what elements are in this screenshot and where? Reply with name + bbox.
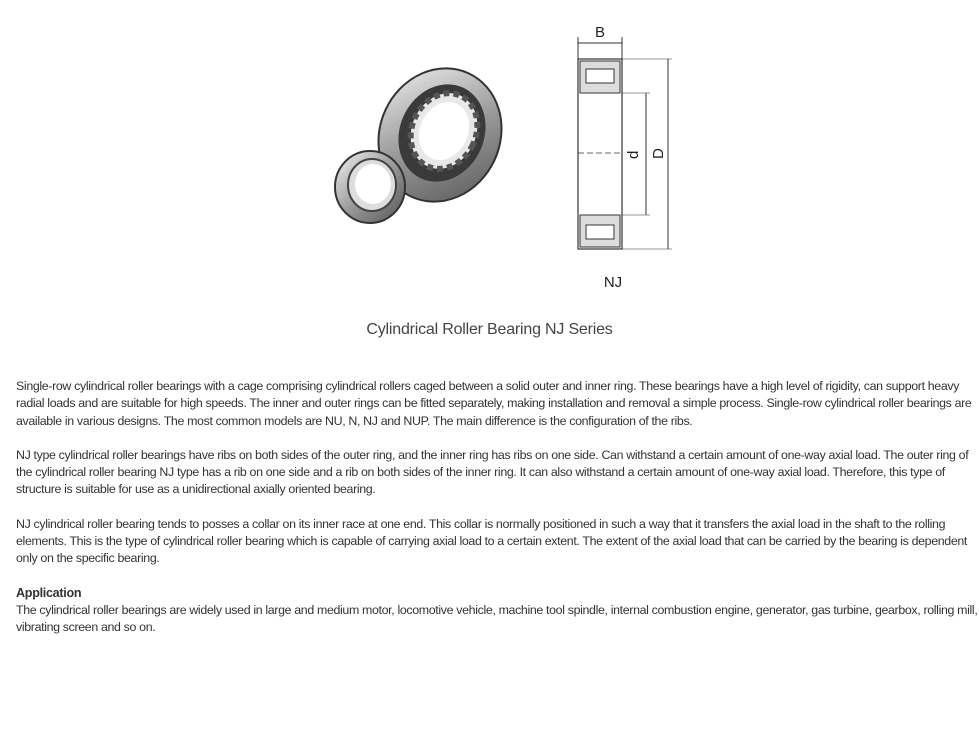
description-paragraph: NJ cylindrical roller bearing tends to posses a collar on its inner race at one end. This collar is normally positioned in such a way that it transfers the axial load in the shaft to the rolling elements. This is the type of cylindrical roller bearing which is capable of carrying axial load to a certain extent. The extent of the axial load that can be carried by the bearing is dependent only on the specific bearing.: [16, 516, 968, 566]
diagram-label-d-outer: D: [650, 148, 667, 159]
diagram-label-d-inner: d: [625, 150, 642, 159]
diagram-type-label: NJ: [603, 274, 623, 291]
bearing-figure: [320, 15, 700, 300]
nj-cross-section-diagram: [578, 37, 672, 249]
figure-caption: Cylindrical Roller Bearing NJ Series: [366, 321, 613, 338]
diagram-label-b: B: [594, 24, 606, 41]
application-heading: Application: [16, 585, 82, 600]
description-paragraph: Single-row cylindrical roller bearings with a cage comprising cylindrical rollers caged between a solid outer and inner ring. These bearings have a high level of rigidity, can support heavy radial loads and are suitable for high speeds. The inner and outer rings can be fitted separately, making installation and removal a simple process. Single-row cylindrical roller bearings are available in various designs. The most common models are NU, N, NJ and NUP. The main difference is the configuration of the ribs.: [16, 379, 972, 428]
bearing-photo: [335, 48, 523, 223]
application-text: The cylindrical roller bearings are widely used in large and medium motor, locomotive vehicle, machine tool spindle, internal combustion engine, generator, gas turbine, gearbox, rolling mill, vibrating screen and so on.: [16, 602, 978, 635]
product-description: [16, 378, 978, 654]
bearing-photo-and-diagram: [320, 15, 700, 300]
description-paragraph: NJ type cylindrical roller bearings have ribs on both sides of the outer ring, and the inner ring has ribs on one side. Can withstand a certain amount of one-way axial load. The outer ring of the cylindrical roller bearing NJ type has a rib on one side and a rib on both sides of the inner ring. It can also withstand a certain amount of one-way axial load. Therefore, this type of structure is suitable for use as a unidirectional axially oriented bearing.: [16, 447, 969, 497]
